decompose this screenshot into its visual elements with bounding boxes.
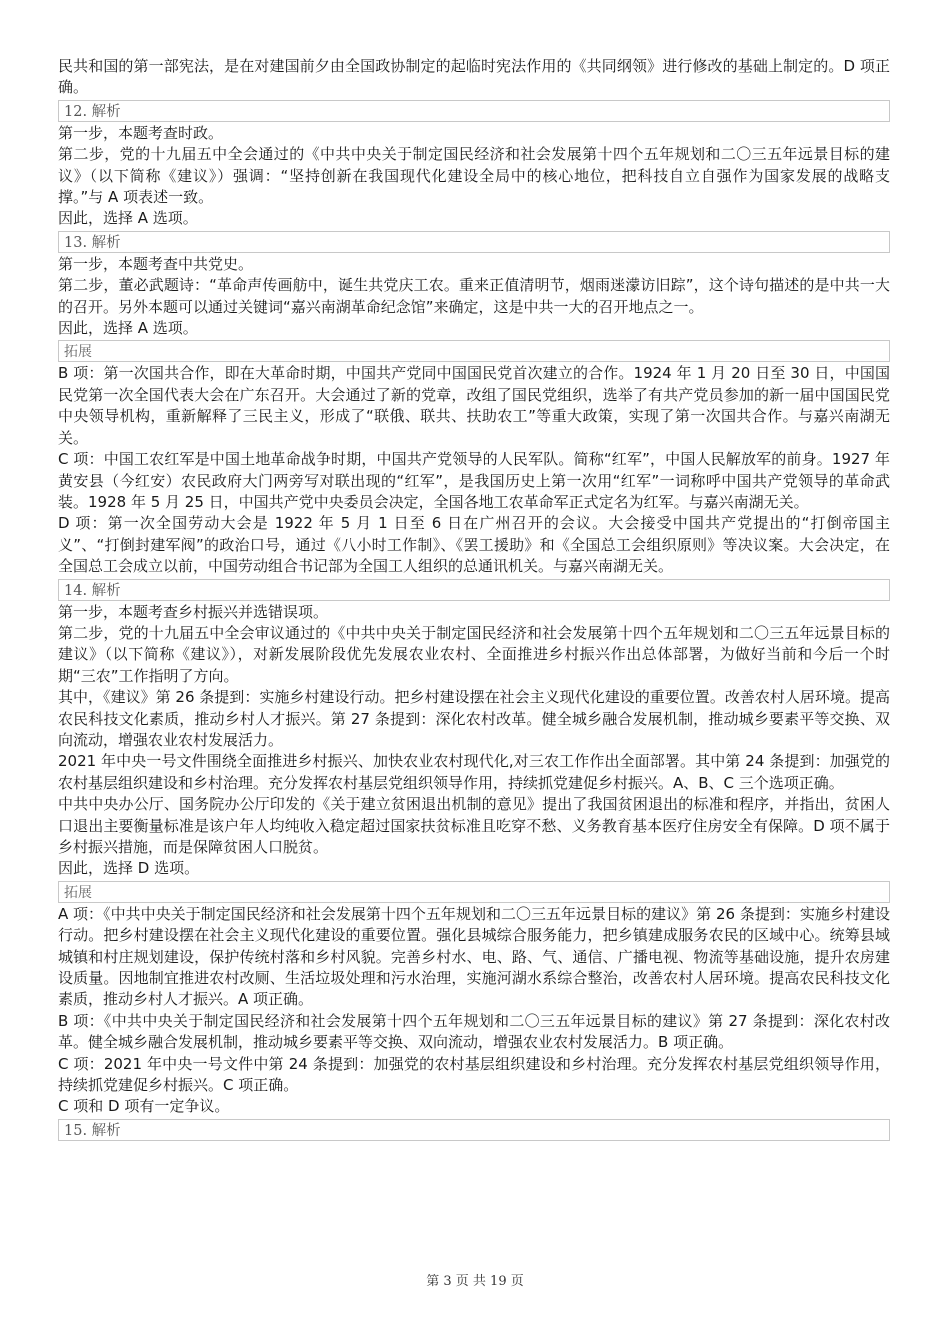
q13-conclusion: 因此，选择 A 选项。 xyxy=(58,319,198,338)
q14-step2: 第二步，党的十九届五中全会审议通过的《中共中央关于制定国民经济和社会发展第十四个五年规划和二〇三五年远景目标的建议》（以下简称《建议》），对新发展阶段优先发展农业农村、全面推进乡村振兴作出总体部署，为做好当前和今后一个时期“三农”工作指明了方向。 xyxy=(58,623,890,685)
page-number: 第 3 页 共 19 页 xyxy=(426,1274,524,1289)
q14-ext-option-c: C 项：2021 年中央一号文件中第 24 条提到：加强党的农村基层组织建设和乡村治理。充分发挥农村基层党组织领导作用，持续抓党建促乡村振兴。C 项正确。 xyxy=(58,1054,890,1095)
q13-step1: 第一步，本题考查中共党史。 xyxy=(58,254,254,273)
q14-conclusion: 因此，选择 D 选项。 xyxy=(58,859,200,878)
q13-ext-option-c: C 项：中国工农红军是中国土地革命战争时期，中国共产党领导的人民军队。简称“红军”，中国人民解放军的前身。1927 年黄安县（今红安）农民政府大门两旁写对联出现的“红军”，是我国历史上第一次用“红军”一词称呼中国共产党领导的革命武装。1928 年 5 月 25 日，中国共产党中央委员会决定，全国各地工农革命军正式定名为红军。与嘉兴南湖无关。 xyxy=(58,450,890,511)
q13-ext-option-d: D 项：第一次全国劳动大会是 1922 年 5 月 1 日至 6 日在广州召开的会议。大会接受中国共产党提出的“打倒帝国主义”、“打倒封建军阀”的政治口号，通过《八小时工作制》、《罢工援助》和《全国总工会组织原则》等决议案。大会决定，在全国总工会成立以前，中国劳动组合书记部为全国工人组织的总通讯机关。与嘉兴南湖无关。 xyxy=(58,514,890,576)
q12-header: 12. 解析 xyxy=(58,100,890,122)
q14-ext-option-a: A 项：《中共中央关于制定国民经济和社会发展第十四个五年规划和二〇三五年远景目标的建议》第 26 条提到：实施乡村建设行动。把乡村建设摆在社会主义现代化建设的重要位置。强化县城综合服务能力，把乡镇建成服务农民的区域中心。统筹县域城镇和村庄规划建设，保护传统村落和乡村风貌。完善乡村水、电、路、气、通信、广播电视、物流等基础设施，提升农房建设质量。因地制宜推进农村改厕、生活垃圾处理和污水治理，实施河湖水系综合整治，改善农村人居环境。提高农民科技文化素质，推动乡村人才振兴。A 项正确。 xyxy=(58,904,890,1009)
q12-conclusion: 因此，选择 A 选项。 xyxy=(58,209,198,228)
q13-step2: 第二步，董必武题诗：“革命声传画舫中，诞生共党庆工农。重来正值清明节，烟雨迷濛访旧踪”，这个诗句描述的是中共一大的召开。另外本题可以通过关键词“嘉兴南湖革命纪念馆”来确定，这是中共一大的召开地点之一。 xyxy=(58,276,890,316)
q14-ext-note: C 项和 D 项有一定争议。 xyxy=(58,1097,230,1116)
q12-step1: 第一步，本题考查时政。 xyxy=(58,123,224,142)
q14-ext-option-b: B 项：《中共中央关于制定国民经济和社会发展第十四个五年规划和二〇三五年远景目标的建议》第 27 条提到：深化农村改革。健全城乡融合发展机制，推动城乡要素平等交换、双向流动，增强农业农村发展活力。B 项正确。 xyxy=(58,1011,890,1052)
q14-step1: 第一步，本题考查乡村振兴并选错误项。 xyxy=(58,602,329,621)
q14-detail-articles: 其中，《建议》第 26 条提到：实施乡村建设行动。把乡村建设摆在社会主义现代化建设的重要位置。改善农村人居环境。提高农民科技文化素质，推动乡村人才振兴。第 27 条提到：深化农村改革。健全城乡融合发展机制，推动城乡要素平等交换、双向流动，增强农业农村发展活力。 xyxy=(58,688,890,749)
q14-header: 14. 解析 xyxy=(58,579,890,601)
q15-header: 15. 解析 xyxy=(58,1119,890,1141)
intro-paragraph: 民共和国的第一部宪法，是在对建国前夕由全国政协制定的起临时宪法作用的《共同纲领》进行修改的基础上制定的。D 项正确。 xyxy=(58,57,890,97)
q12-step2: 第二步，党的十九届五中全会通过的《中共中央关于制定国民经济和社会发展第十四个五年规划和二〇三五年远景目标的建议》（以下简称《建议》）强调：“坚持创新在我国现代化建设全局中的核心地位，把科技自立自强作为国家发展的战略支撑。”与 A 项表述一致。 xyxy=(58,145,890,207)
q14-detail-document: 2021 年中央一号文件围绕全面推进乡村振兴、加快农业农村现代化,对三农工作作出全面部署。其中第 24 条提到：加强党的农村基层组织建设和乡村治理。充分发挥农村基层党组织领导作用，持续抓党建促乡村振兴。A、B、C 三个选项正确。 xyxy=(58,752,890,792)
q14-extension-header: 拓展 xyxy=(58,881,890,903)
q14-detail-poverty: 中共中央办公厅、国务院办公厅印发的《关于建立贫困退出机制的意见》提出了我国贫困退出的标准和程序，并指出，贫困人口退出主要衡量标准是该户年人均纯收入稳定超过国家扶贫标准且吃穿不愁、义务教育基本医疗住房安全有保障。D 项不属于乡村振兴措施，而是保障贫困人口脱贫。 xyxy=(58,795,890,856)
q13-extension-header: 拓展 xyxy=(58,340,890,362)
q13-header: 13. 解析 xyxy=(58,231,890,253)
document-page xyxy=(58,56,890,1142)
q13-ext-option-b: B 项：第一次国共合作，即在大革命时期，中国共产党同中国国民党首次建立的合作。1924 年 1 月 20 日至 30 日，中国国民党第一次全国代表大会在广东召开。大会通过了新的党章，改组了国民党组织，选举了有共产党员参加的新一届中国国民党中央领导机构，重新解释了三民主义，形成了“联俄、联共、扶助农工”等重大政策，实现了第一次国共合作。与嘉兴南湖无关。 xyxy=(58,364,890,447)
